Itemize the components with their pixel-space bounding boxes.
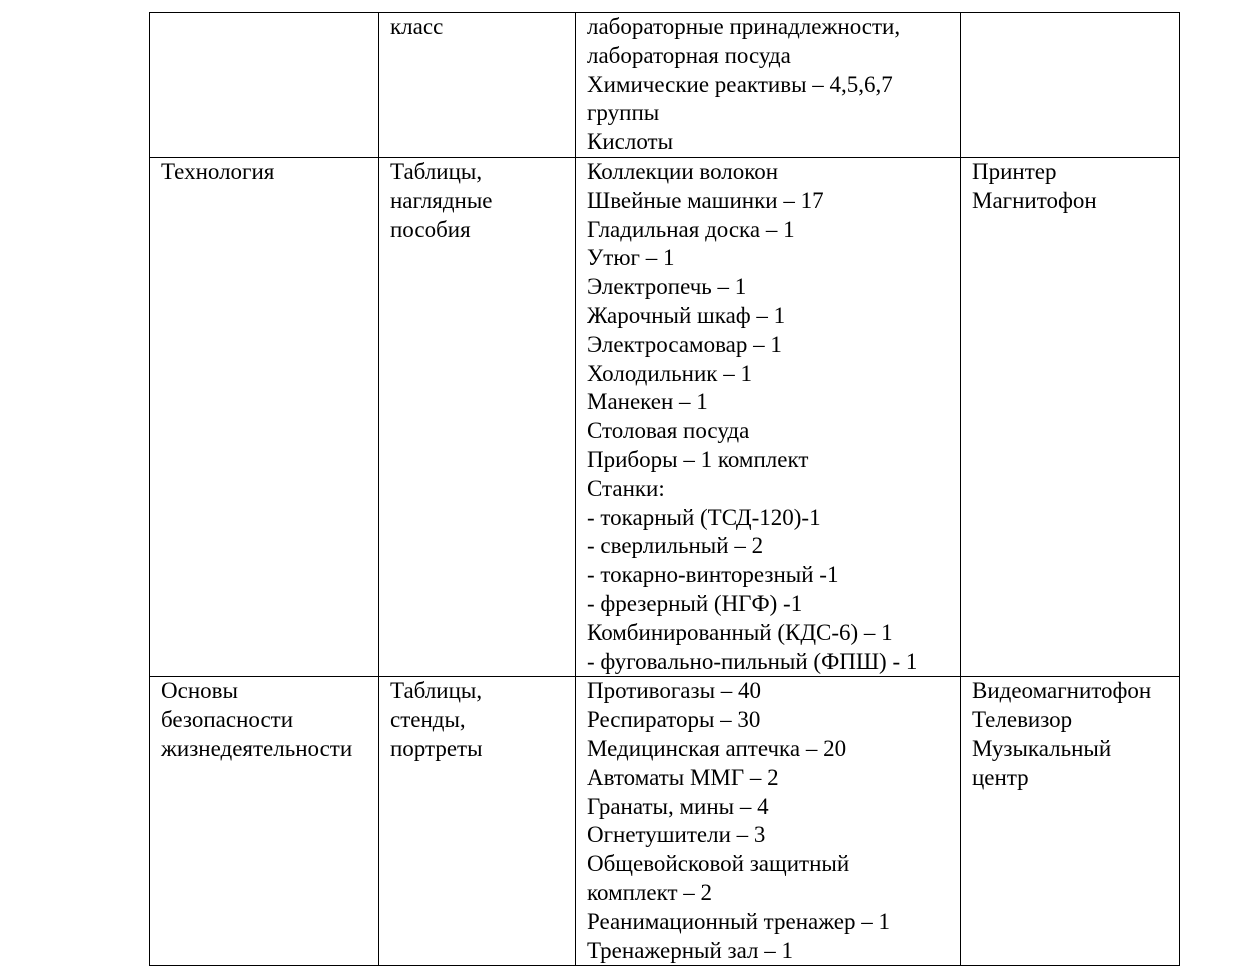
- cell-line: Утюг – 1: [587, 245, 675, 271]
- cell-line: Респираторы – 30: [587, 707, 761, 733]
- equipment-table: [149, 12, 1180, 966]
- cell-line: - токарный (ТСД-120)-1: [587, 504, 821, 530]
- cell-line: Комбинированный (КДС-6) – 1: [587, 619, 893, 645]
- visual-aids-cell: [379, 677, 576, 966]
- cell-line: Жарочный шкаф – 1: [587, 302, 786, 328]
- cell-line: жизнедеятельности: [161, 735, 353, 761]
- cell-line: Технология: [161, 159, 275, 184]
- equipment-cell: [576, 677, 961, 966]
- subject-cell: [150, 13, 379, 158]
- cell-line: стенды,: [390, 707, 466, 733]
- cell-line: класс: [390, 14, 444, 39]
- table-row: [150, 158, 1180, 677]
- cell-line: Холодильник – 1: [587, 360, 752, 386]
- equipment-table-body: [150, 13, 1180, 966]
- technical-means-cell: [961, 158, 1180, 677]
- cell-line: Приборы – 1 комплект: [587, 446, 809, 472]
- cell-line: Автоматы ММГ – 2: [587, 764, 779, 790]
- cell-line: Гладильная доска – 1: [587, 216, 795, 242]
- cell-line: комплект – 2: [587, 879, 713, 905]
- cell-line: Принтер: [972, 159, 1057, 184]
- cell-line: Общевойсковой защитный: [587, 851, 850, 877]
- subject-cell: [150, 158, 379, 677]
- cell-line: Основы: [161, 678, 238, 704]
- cell-line: лабораторные принадлежности,: [587, 14, 901, 39]
- cell-line: Манекен – 1: [587, 389, 708, 415]
- cell-line: Таблицы,: [390, 159, 483, 184]
- cell-line: Таблицы,: [390, 678, 483, 704]
- cell-line: Столовая посуда: [587, 418, 750, 444]
- cell-line: Швейные машинки – 17: [587, 187, 824, 213]
- cell-line: Коллекции волокон: [587, 159, 779, 184]
- cell-line: - токарно-винторезный -1: [587, 562, 839, 588]
- cell-line: Электросамовар – 1: [587, 331, 782, 357]
- cell-line: Телевизор: [972, 707, 1073, 733]
- technical-means-cell: [961, 13, 1180, 158]
- cell-line: Огнетушители – 3: [587, 822, 766, 848]
- cell-line: центр: [972, 764, 1029, 790]
- cell-line: Реанимационный тренажер – 1: [587, 908, 891, 934]
- cell-line: Противогазы – 40: [587, 678, 762, 704]
- table-row: [150, 13, 1180, 158]
- cell-line: наглядные: [390, 187, 493, 213]
- cell-line: Станки:: [587, 475, 665, 501]
- cell-line: - фуговально-пильный (ФПШ) - 1: [587, 648, 918, 674]
- cell-line: Магнитофон: [972, 187, 1097, 213]
- cell-line: Тренажерный зал – 1: [587, 937, 793, 963]
- technical-means-cell: [961, 677, 1180, 966]
- cell-line: Медицинская аптечка – 20: [587, 735, 847, 761]
- cell-line: портреты: [390, 735, 483, 761]
- cell-line: Кислоты: [587, 129, 674, 155]
- cell-line: пособия: [390, 216, 471, 242]
- cell-line: Электропечь – 1: [587, 274, 747, 300]
- cell-line: - фрезерный (НГФ) -1: [587, 590, 803, 616]
- visual-aids-cell: [379, 158, 576, 677]
- table-row: [150, 677, 1180, 966]
- equipment-cell: [576, 13, 961, 158]
- equipment-cell: [576, 158, 961, 677]
- visual-aids-cell: [379, 13, 576, 158]
- cell-line: - сверлильный – 2: [587, 533, 764, 559]
- subject-cell: [150, 677, 379, 966]
- cell-line: Музыкальный: [972, 735, 1112, 761]
- cell-line: Видеомагнитофон: [972, 678, 1152, 704]
- cell-line: лабораторная посуда: [587, 42, 791, 68]
- cell-line: безопасности: [161, 707, 294, 733]
- cell-line: Химические реактивы – 4,5,6,7: [587, 71, 893, 97]
- cell-line: группы: [587, 100, 660, 126]
- cell-line: Гранаты, мины – 4: [587, 793, 769, 819]
